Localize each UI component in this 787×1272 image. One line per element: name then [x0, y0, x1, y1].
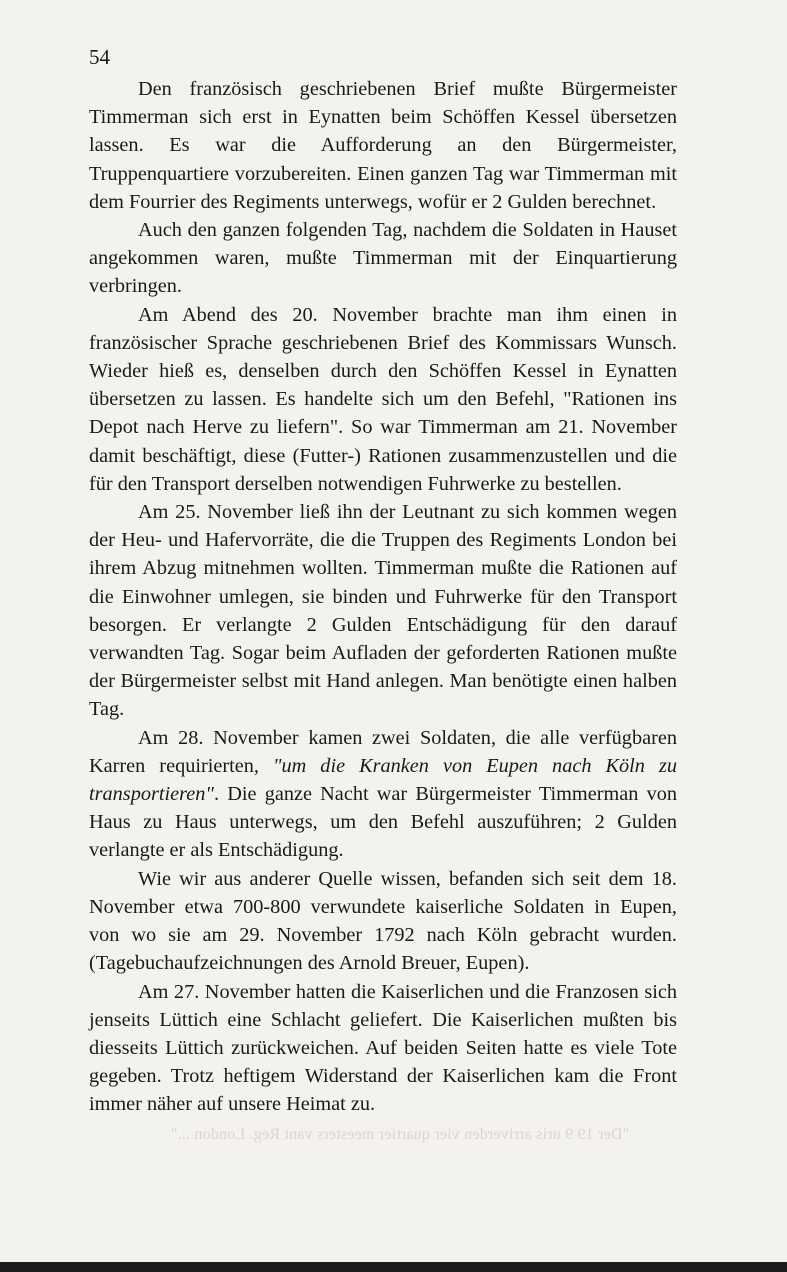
paragraph-7: Am 27. November hatten die Kaiserlichen und die Franzosen sich jenseits Lüttich eine Schlacht geliefert. Die Kaiserlichen mußten bis diesseits Lüttich zurückweichen. Auf beiden Seiten hatte es viele Tote gegeben. Trotz heftigem Widerstand der Kaiserlichen kam die Front immer näher auf unsere Heimat zu.: [89, 980, 677, 1116]
paragraph-5: [89, 724, 677, 865]
body-text: [89, 75, 677, 1119]
bleed-through-text: "Der 19 9 uris arriverden vier quartier meesters vant Reg. London ...": [170, 1126, 630, 1143]
paragraph-5-after: . Die ganze Nacht war Bürgermeister Timmerman von Haus zu Haus unterwegs, um den Befehl auszuführen; 2 Gulden verlangte er als Entschädigung.: [89, 783, 677, 862]
page-number: 54: [89, 45, 110, 69]
paragraph-4: Am 25. November ließ ihn der Leutnant zu sich kommen wegen der Heu- und Hafervorräte, die die Truppen des Regiments London bei ihrem Abzug mitnehmen wollten. Timmerman mußte die Rationen auf die Einwohner umlegen, sie binden und Fuhrwerke für den Transport besorgen. Er verlangte 2 Gulden Entschädigung für den darauf verwandten Tag. Sogar beim Aufladen der geforderten Rationen mußte der Bürgermeister selbst mit Hand anlegen. Man benötigte einen halben Tag.: [89, 501, 677, 721]
paragraph-2: Auch den ganzen folgenden Tag, nachdem die Soldaten in Hauset angekommen waren, mußte Timmerman mit der Einquartierung verbringen.: [89, 219, 677, 298]
paragraph-1: Den französisch geschriebenen Brief mußte Bürgermeister Timmerman sich erst in Eynatten beim Schöffen Kessel übersetzen lassen. Es war die Aufforderung an den Bürgermeister, Truppenquartiere vorzubereiten. Einen ganzen Tag war Timmerman mit dem Fourrier des Regiments unterwegs, wofür er 2 Gulden berechnet.: [89, 78, 677, 213]
paragraph-6: Wie wir aus anderer Quelle wissen, befanden sich seit dem 18. November etwa 700-800 verwundete kaiserliche Soldaten in Eupen, von wo sie am 29. November 1792 nach Köln gebracht wurden. (Tagebuchaufzeichnungen des Arnold Breuer, Eupen).: [89, 867, 677, 975]
bottom-edge: [0, 1262, 787, 1272]
paragraph-5-quote: "um die Kranken von Eupen nach Köln zu transportieren": [89, 754, 677, 806]
paragraph-5-before: Am 28. November kamen zwei Soldaten, die alle verfügbaren Karren requirierten,: [89, 726, 677, 777]
paragraph-3: Am Abend des 20. November brachte man ihm einen in französischer Sprache geschriebenen Brief des Kommissars Wunsch. Wieder hieß es, denselben durch den Schöffen Kessel in Eynatten übersetzen zu lassen. Es handelte sich um den Befehl, "Rationen ins Depot nach Herve zu liefern". So war Timmerman am 21. November damit beschäftigt, diese (Futter-) Rationen zusammenzustellen und die für den Transport derselben notwendigen Fuhrwerke zu bestellen.: [89, 303, 677, 495]
